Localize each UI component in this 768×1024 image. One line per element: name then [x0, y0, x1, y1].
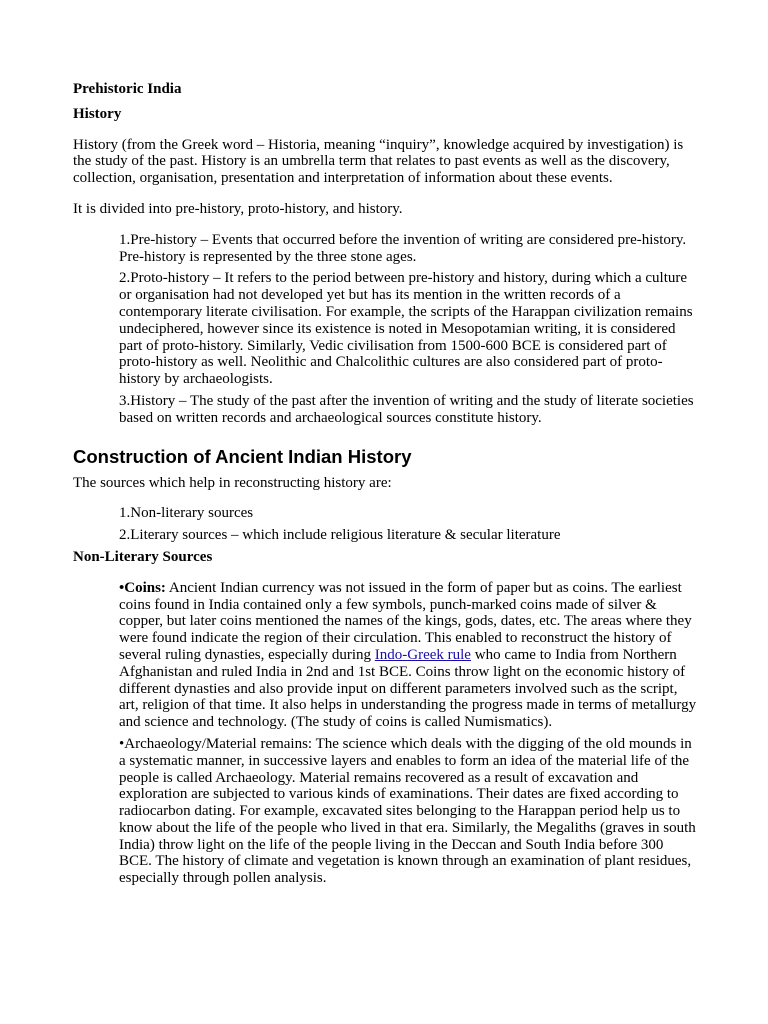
construction-heading: Construction of Ancient Indian History	[73, 445, 412, 467]
list-item-non-literary: 1.Non-literary sources	[119, 505, 254, 522]
coins-text-after-link: who came to India from Northern Afghanistan and ruled India in 2nd and 1st BCE. Coins throw light on the economic history of different dynasties and also provide input on different parameters involved such as the script, art, religion of that time. It also helps in understanding the progress made in terms of metallurgy and science and technology. (The study of coins is called Numismatics).	[119, 646, 697, 731]
indo-greek-rule-link[interactable]: Indo-Greek rule	[374, 646, 471, 663]
non-literary-heading: Non-Literary Sources	[73, 548, 213, 565]
list-item-proto-history: 2.Proto-history – It refers to the period between pre-history and history, during which a culture or organisation had not developed yet but has its mention in the written records of a contemporary literate civilisation. For example, the scripts of the Harappan civilization remains undeciphered, however since its existence is noted in Mesopotamian writing, it is considered part of proto-history. Similarly, Vedic civilisation from 1500-600 BCE is considered part of proto-history as well. Neolithic and Chalcolithic cultures are also considered part of proto-history by archaeologists.	[119, 270, 693, 388]
coins-text-before-link: Ancient Indian currency was not issued in the form of paper but as coins. The earliest coins found in India contained only a few symbols, punch-marked coins made of silver & copper, but later coins mentioned the names of the kings, gods, dates, etc. The areas where they were found indicate the region of their circulation. This enabled to reconstruct the history of several ruling dynasties, especially during	[119, 579, 692, 663]
document-body	[73, 81, 698, 892]
list-item-history: 3.History – The study of the past after the invention of writing and the study of literate societies based on written records and archaeological sources constitute history.	[119, 392, 694, 426]
non-literary-list	[119, 580, 699, 887]
sources-intro-paragraph: The sources which help in reconstructing history are:	[73, 474, 392, 491]
history-intro-paragraph: History (from the Greek word – Historia, meaning “inquiry”, knowledge acquired by investigation) is the study of the past. History is an umbrella term that relates to past events as well as the discovery, collection, organisation, presentation and interpretation of information about these events.	[73, 136, 684, 187]
list-item-archaeology: •Archaeology/Material remains: The science which deals with the digging of the old mounds in a systematic manner, in successive layers and enables to form an idea of the material life of the people is called Archaeology. Material remains recovered as a result of excavation and exploration are subjected to various kinds of examinations. Their dates are fixed according to radiocarbon dating. For example, excavated sites belonging to the Harappan period help us to know about the life of the people who lived in that era. Similarly, the Megaliths (graves in south India) throw light on the life of the people living in the Deccan and South India before 300 BCE. The history of climate and vegetation is known through an examination of plant residues, especially through pollen analysis.	[119, 735, 696, 887]
coins-label: •Coins:	[119, 579, 166, 596]
sources-list	[119, 505, 699, 544]
document-title: Prehistoric India	[73, 81, 182, 97]
list-item-pre-history: 1.Pre-history – Events that occurred before the invention of writing are considered pre-history. Pre-history is represented by the three stone ages.	[119, 231, 687, 265]
history-heading: History	[73, 105, 122, 122]
divisions-list	[119, 232, 699, 427]
list-item-coins	[119, 580, 699, 731]
divided-paragraph: It is divided into pre-history, proto-history, and history.	[73, 200, 403, 217]
list-item-literary: 2.Literary sources – which include religious literature & secular literature	[119, 527, 561, 544]
